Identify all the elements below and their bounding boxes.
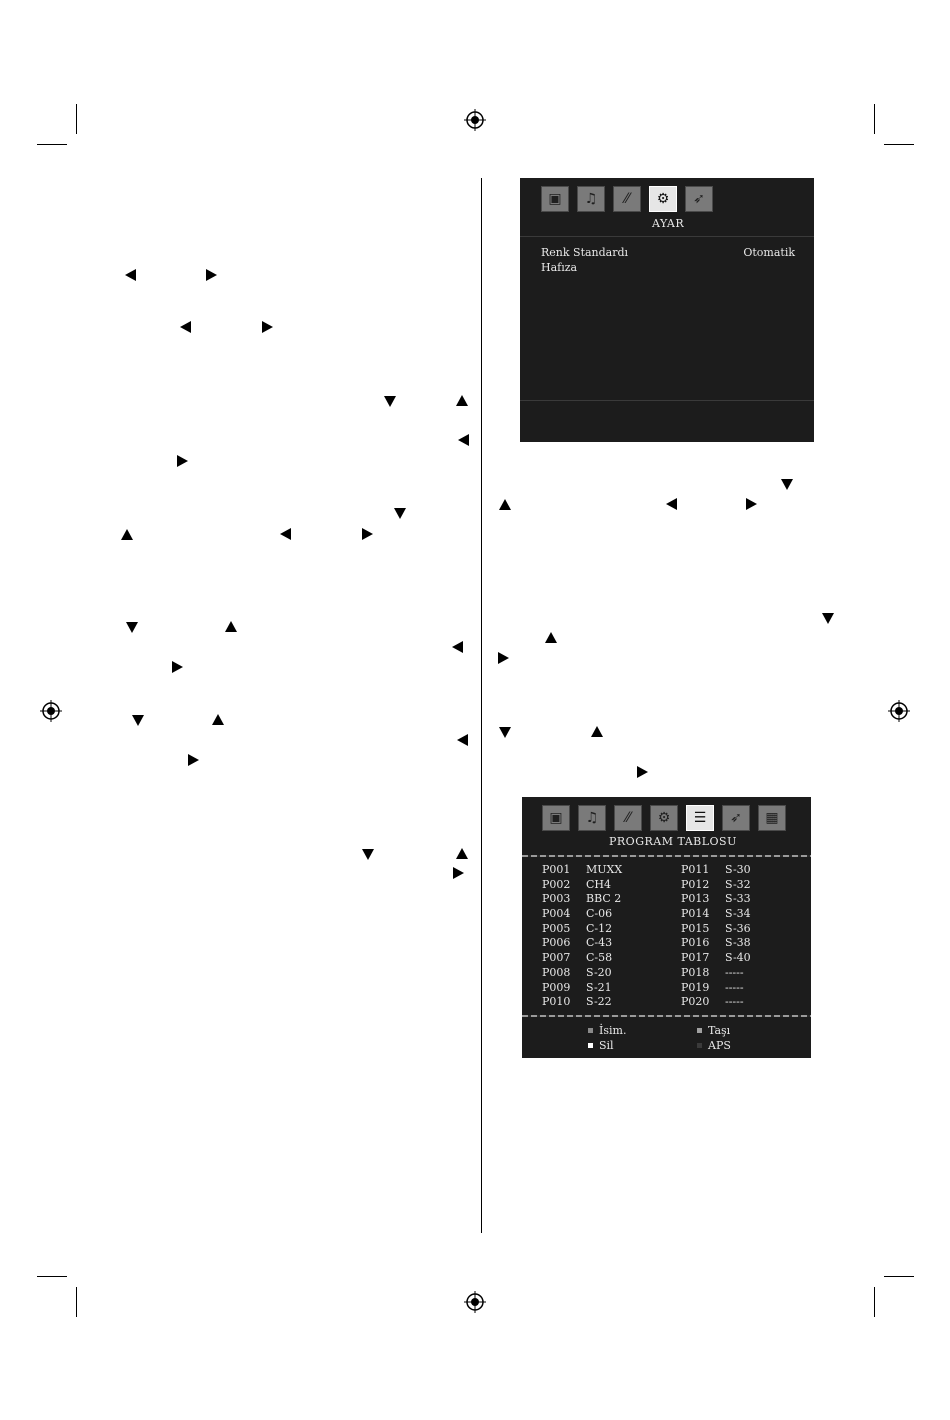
right-arrow-icon — [637, 766, 648, 778]
feature-icon[interactable]: ⁄⁄ — [613, 186, 641, 212]
program-number: P017 — [681, 951, 710, 965]
down-arrow-icon — [781, 479, 793, 490]
program-row[interactable] — [542, 892, 622, 907]
program-name: C-58 — [586, 951, 613, 965]
yellow-key-icon — [588, 1043, 593, 1048]
program-name: S-38 — [725, 936, 751, 950]
up-arrow-icon — [499, 499, 511, 510]
program-name: S-32 — [725, 877, 751, 891]
menu-icon-bar — [541, 186, 713, 212]
menu-item-label: Renk Standardı — [541, 246, 629, 259]
program-row[interactable] — [681, 892, 751, 907]
program-name: S-20 — [586, 965, 612, 979]
source-icon[interactable]: ➶ — [685, 186, 713, 212]
program-row[interactable] — [681, 878, 751, 893]
left-arrow-icon — [125, 269, 136, 281]
legend-move-button[interactable] — [697, 1024, 730, 1037]
program-row[interactable] — [542, 936, 622, 951]
right-arrow-icon — [362, 528, 373, 540]
down-arrow-icon — [384, 396, 396, 407]
left-arrow-icon — [280, 528, 291, 540]
program-name: ----- — [725, 995, 744, 1009]
registration-mark-icon — [40, 700, 62, 722]
registration-mark-icon — [888, 700, 910, 722]
feature-icon[interactable]: ⁄⁄ — [614, 805, 642, 831]
menu-item-value: Otomatik — [743, 246, 795, 259]
program-number: P018 — [681, 965, 710, 979]
setup-menu-screen — [520, 178, 814, 442]
menu-title: AYAR — [652, 217, 685, 230]
program-row[interactable] — [542, 922, 622, 937]
program-row[interactable] — [681, 951, 751, 966]
right-arrow-icon — [188, 754, 199, 766]
program-name: S-22 — [586, 995, 612, 1009]
sound-icon[interactable]: ♫ — [577, 186, 605, 212]
up-arrow-icon — [121, 529, 133, 540]
program-number: P015 — [681, 921, 710, 935]
menu-footer-separator — [522, 1015, 811, 1017]
program-list-left — [542, 863, 622, 1010]
red-key-icon — [588, 1028, 593, 1033]
program-number: P016 — [681, 936, 710, 950]
crop-mark — [76, 104, 77, 134]
program-name: C-12 — [586, 921, 613, 935]
right-arrow-icon — [746, 498, 757, 510]
up-arrow-icon — [591, 726, 603, 737]
up-arrow-icon — [545, 632, 557, 643]
program-name: S-40 — [725, 951, 751, 965]
right-arrow-icon — [262, 321, 273, 333]
picture-icon[interactable]: ▣ — [541, 186, 569, 212]
program-row[interactable] — [681, 981, 751, 996]
down-arrow-icon — [394, 508, 406, 519]
down-arrow-icon — [822, 613, 834, 624]
program-row[interactable] — [542, 863, 622, 878]
program-name: BBC 2 — [586, 892, 622, 906]
right-arrow-icon — [172, 661, 183, 673]
menu-separator — [522, 855, 811, 857]
green-key-icon — [697, 1028, 702, 1033]
crop-mark — [37, 1276, 67, 1277]
program-number: P005 — [542, 921, 571, 935]
blue-key-icon — [697, 1043, 702, 1048]
menu-item-memory[interactable] — [541, 261, 577, 274]
program-name: MUXX — [586, 863, 623, 876]
program-number: P011 — [681, 863, 710, 876]
program-name: ----- — [725, 980, 744, 994]
program-name: S-36 — [725, 921, 751, 935]
up-arrow-icon — [456, 395, 468, 406]
crop-mark — [884, 1276, 914, 1277]
program-row[interactable] — [681, 936, 751, 951]
crop-mark — [884, 144, 914, 145]
registration-mark-icon — [464, 109, 486, 131]
right-arrow-icon — [177, 455, 188, 467]
program-row[interactable] — [542, 878, 622, 893]
down-arrow-icon — [499, 727, 511, 738]
legend-delete-button[interactable] — [588, 1039, 614, 1052]
source-icon[interactable]: ➶ — [722, 805, 750, 831]
program-name: CH4 — [586, 877, 612, 891]
program-number: P013 — [681, 892, 710, 906]
legend-label: APS — [708, 1039, 731, 1052]
program-table-icon[interactable]: ☰ — [686, 805, 714, 831]
program-row[interactable] — [681, 922, 751, 937]
program-row[interactable] — [681, 907, 751, 922]
menu-icon-bar — [542, 805, 786, 831]
setup-icon[interactable]: ⚙ — [650, 805, 678, 831]
program-row[interactable] — [542, 981, 622, 996]
down-arrow-icon — [132, 715, 144, 726]
program-name: C-06 — [586, 907, 613, 921]
crop-mark — [76, 1287, 77, 1317]
program-name: ----- — [725, 965, 744, 979]
menu-footer-separator — [520, 400, 814, 401]
left-arrow-icon — [458, 434, 469, 446]
program-name: S-30 — [725, 863, 751, 876]
program-number: P019 — [681, 980, 710, 994]
menu-item-label: Hafıza — [541, 261, 578, 274]
program-number: P003 — [542, 892, 571, 906]
program-row[interactable] — [681, 966, 751, 981]
left-arrow-icon — [666, 498, 677, 510]
program-number: P014 — [681, 907, 710, 921]
setup-icon[interactable]: ⚙ — [649, 186, 677, 212]
right-arrow-icon — [453, 867, 464, 879]
program-number: P010 — [542, 995, 571, 1009]
program-number: P009 — [542, 980, 571, 994]
program-number: P002 — [542, 877, 571, 891]
program-number: P001 — [542, 863, 571, 876]
legend-label: İsim. — [599, 1024, 627, 1037]
crop-mark — [874, 1287, 875, 1317]
program-name: S-34 — [725, 907, 751, 921]
program-number: P004 — [542, 907, 571, 921]
up-arrow-icon — [225, 621, 237, 632]
program-number: P020 — [681, 995, 710, 1009]
program-number: P006 — [542, 936, 571, 950]
crop-mark — [874, 104, 875, 134]
menu-item-color-standard[interactable] — [541, 246, 795, 259]
legend-label: Taşı — [708, 1024, 731, 1037]
media-icon[interactable]: ▦ — [758, 805, 786, 831]
program-list-right — [681, 863, 751, 1010]
program-row[interactable] — [681, 863, 751, 878]
program-row[interactable] — [542, 995, 622, 1010]
legend-aps-button[interactable] — [697, 1039, 731, 1052]
sound-icon[interactable]: ♫ — [578, 805, 606, 831]
program-row[interactable] — [542, 907, 622, 922]
legend-name-button[interactable] — [588, 1024, 626, 1037]
program-row[interactable] — [542, 951, 622, 966]
program-row[interactable] — [681, 995, 751, 1010]
down-arrow-icon — [362, 849, 374, 860]
left-arrow-icon — [457, 734, 468, 746]
legend-label: Sil — [599, 1039, 614, 1052]
program-name: S-21 — [586, 980, 612, 994]
left-arrow-icon — [180, 321, 191, 333]
column-divider — [481, 178, 482, 1233]
picture-icon[interactable]: ▣ — [542, 805, 570, 831]
program-name: C-43 — [586, 936, 613, 950]
left-arrow-icon — [452, 641, 463, 653]
program-row[interactable] — [542, 966, 622, 981]
up-arrow-icon — [456, 848, 468, 859]
right-arrow-icon — [498, 652, 509, 664]
registration-mark-icon — [464, 1291, 486, 1313]
program-number: P008 — [542, 965, 571, 979]
down-arrow-icon — [126, 622, 138, 633]
program-table-screen — [522, 797, 811, 1058]
crop-mark — [37, 144, 67, 145]
program-name: S-33 — [725, 892, 751, 906]
program-number: P012 — [681, 877, 710, 891]
program-number: P007 — [542, 951, 571, 965]
right-arrow-icon — [206, 269, 217, 281]
menu-separator — [520, 236, 814, 237]
menu-title: PROGRAM TABLOSU — [609, 835, 737, 848]
up-arrow-icon — [212, 714, 224, 725]
